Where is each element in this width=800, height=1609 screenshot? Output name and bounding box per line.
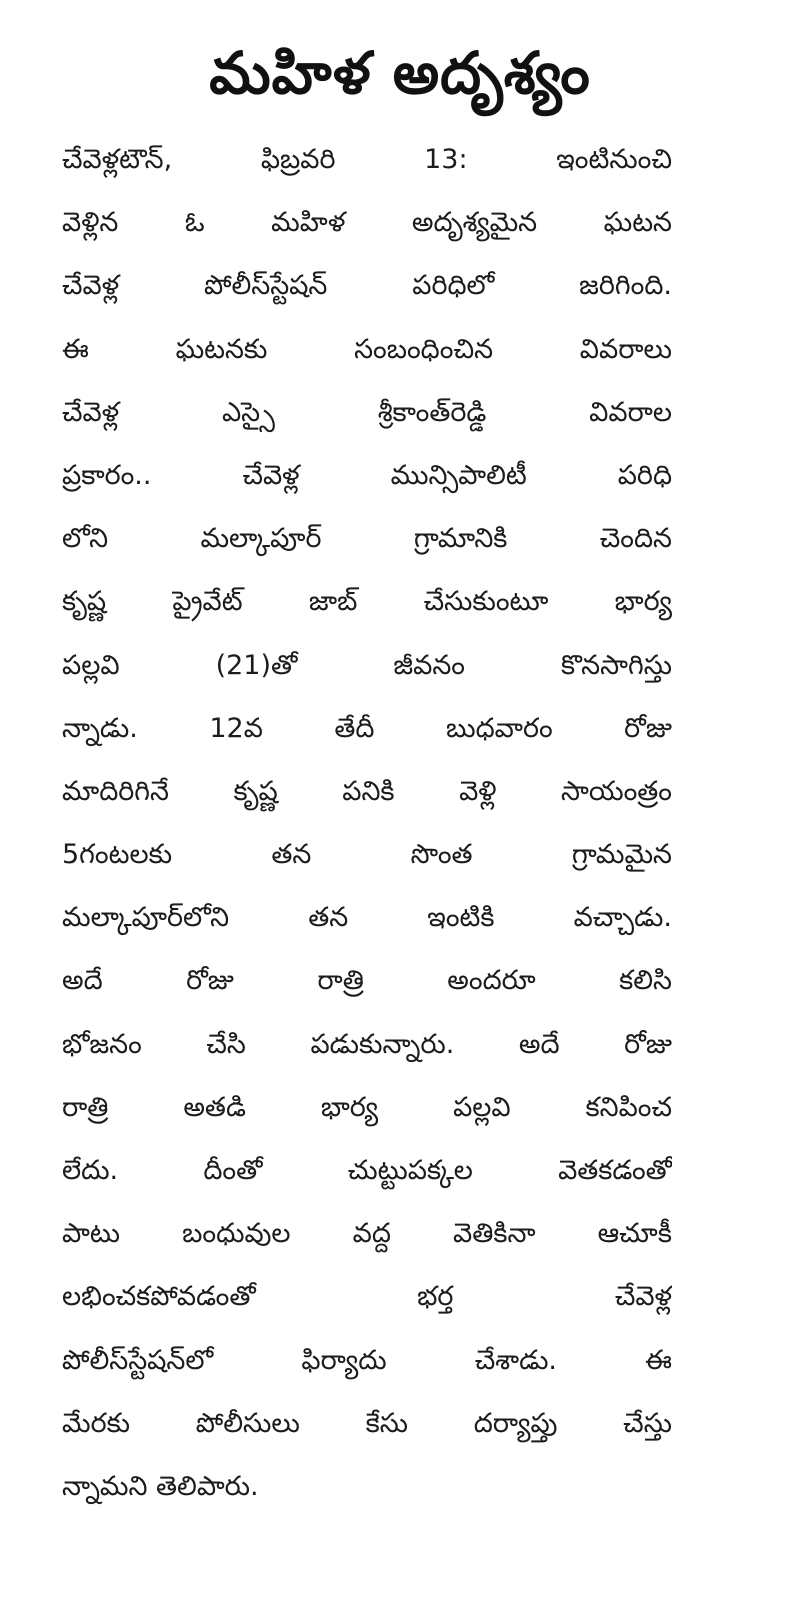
article-line: కృష్ణ ప్రైవేట్ జాబ్ చేసుకుంటూ భార్య (62, 586, 672, 618)
article-line: చేవెళ్లటౌన్, ఫిబ్రవరి 13: ఇంటినుంచి (62, 144, 672, 175)
article-line: ప్రకారం.. చేవెళ్ల మున్సిపాలిటీ పరిధి (62, 459, 672, 491)
article-line: భోజనం చేసి పడుకున్నారు. అదే రోజు (62, 1028, 672, 1060)
article-line: మాదిరిగినే కృష్ణ పనికి వెళ్లి సాయంత్రం (62, 775, 672, 807)
headline: మహిళ అదృశ్యం (209, 39, 591, 107)
article-line: లేదు. దీంతో చుట్టుపక్కల వెతకడంతో (62, 1155, 672, 1186)
article-line: పోలీస్‌స్టేషన్‌లో ఫిర్యాదు చేశాడు. ఈ (62, 1344, 672, 1376)
article-line: న్నాడు. 12వ తేదీ బుధవారం రోజు (62, 712, 672, 744)
article-line: ఈ ఘటనకు సంబంధించిన వివరాలు (62, 333, 672, 365)
article-line: మల్కాపూర్‌లోని తన ఇంటికి వచ్చాడు. (62, 902, 672, 934)
article-line: లోని మల్కాపూర్ గ్రామానికి చెందిన (62, 523, 672, 555)
article-line: వెళ్లిన ఓ మహిళ అదృశ్యమైన ఘటన (62, 207, 672, 239)
article-line: మేరకు పోలీసులు కేసు దర్యాప్తు చేస్తు (62, 1407, 672, 1439)
article-body (62, 128, 672, 1518)
article-line: పల్లవి (21)తో జీవనం కొనసాగిస్తు (62, 649, 672, 681)
article-line: అదే రోజు రాత్రి అందరూ కలిసి (62, 965, 672, 997)
article-line: న్నామని తెలిపారు. (62, 1470, 259, 1502)
article-line: పాటు బంధువుల వద్ద వెతికినా ఆచూకీ (62, 1218, 672, 1250)
article-line: చేవెళ్ల ఎస్సై శ్రీకాంత్‌రెడ్డి వివరాల (62, 396, 672, 428)
article-line: 5గంటలకు తన సొంత గ్రామమైన (62, 839, 672, 871)
article-line: లభించకపోవడంతో భర్త చేవెళ్ల (62, 1281, 672, 1313)
article-line: రాత్రి అతడి భార్య పల్లవి కనిపించ (62, 1091, 672, 1123)
article-line: చేవెళ్ల పోలీస్‌స్టేషన్ పరిధిలో జరిగింది. (62, 270, 672, 302)
